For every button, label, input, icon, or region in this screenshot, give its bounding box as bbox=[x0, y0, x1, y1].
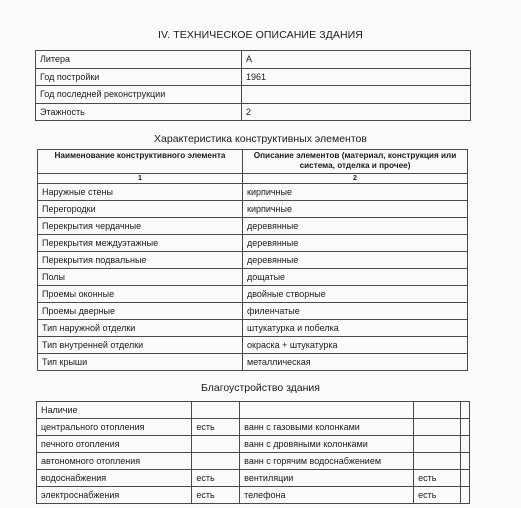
table-row bbox=[38, 218, 468, 235]
element-desc: штукатурка и побелка bbox=[243, 320, 468, 337]
amenity-status bbox=[192, 436, 240, 453]
amenity-name: ванн с дровяными колонками bbox=[240, 436, 414, 453]
table-row bbox=[37, 419, 470, 436]
table-row bbox=[38, 354, 468, 371]
column-number: 2 bbox=[243, 174, 468, 184]
empty-cell bbox=[414, 402, 461, 419]
amenity-name: ванн с горячим водоснабжением bbox=[240, 453, 414, 470]
amenity-status bbox=[414, 453, 461, 470]
empty-cell bbox=[461, 453, 470, 470]
table-row bbox=[38, 235, 468, 252]
element-name: Проемы оконные bbox=[38, 286, 243, 303]
column-number: 1 bbox=[38, 174, 243, 184]
column-header: Описание элементов (материал, конструкция или система, отделка и прочее) bbox=[243, 150, 468, 174]
table-header-row bbox=[37, 402, 470, 419]
amenity-status bbox=[414, 436, 461, 453]
field-label: Этажность bbox=[36, 103, 242, 121]
field-value: 1961 bbox=[242, 68, 471, 86]
table-row bbox=[38, 201, 468, 218]
table-row bbox=[38, 303, 468, 320]
field-value: 2 bbox=[242, 103, 471, 121]
field-label: Литера bbox=[36, 51, 242, 69]
table-row bbox=[37, 487, 470, 504]
amenity-status: есть bbox=[192, 487, 240, 504]
amenity-name: печного отопления bbox=[37, 436, 192, 453]
amenity-status: есть bbox=[192, 419, 240, 436]
element-name: Перегородки bbox=[38, 201, 243, 218]
element-name: Перекрытия междуэтажные bbox=[38, 235, 243, 252]
table-row bbox=[38, 252, 468, 269]
empty-cell bbox=[461, 487, 470, 504]
field-label: Год последней реконструкции bbox=[36, 86, 242, 104]
amenity-status: есть bbox=[414, 470, 461, 487]
amenities-table bbox=[36, 401, 470, 504]
empty-cell bbox=[192, 402, 240, 419]
table-header-row bbox=[38, 150, 468, 174]
amenities-heading: Благоустройство здания bbox=[201, 382, 320, 394]
amenity-name: телефона bbox=[240, 487, 414, 504]
element-name: Перекрытия чердачные bbox=[38, 218, 243, 235]
amenity-name: центрального отопления bbox=[37, 419, 192, 436]
table-row bbox=[36, 103, 471, 121]
amenity-name: ванн с газовыми колонками bbox=[240, 419, 414, 436]
table-row bbox=[36, 68, 471, 86]
amenity-status: есть bbox=[414, 487, 461, 504]
element-name: Тип крыши bbox=[38, 354, 243, 371]
element-desc: деревянные bbox=[243, 252, 468, 269]
table-row bbox=[38, 320, 468, 337]
amenity-status bbox=[414, 419, 461, 436]
element-name: Тип внутренней отделки bbox=[38, 337, 243, 354]
amenity-name: электроснабжения bbox=[37, 487, 192, 504]
field-value bbox=[242, 86, 471, 104]
amenity-name: автономного отопления bbox=[37, 453, 192, 470]
table-row bbox=[37, 470, 470, 487]
element-name: Тип наружной отделки bbox=[38, 320, 243, 337]
element-desc: деревянные bbox=[243, 218, 468, 235]
element-desc: окраска + штукатурка bbox=[243, 337, 468, 354]
empty-cell bbox=[240, 402, 414, 419]
element-name: Перекрытия подвальные bbox=[38, 252, 243, 269]
table-row bbox=[37, 436, 470, 453]
amenity-name: вентиляции bbox=[240, 470, 414, 487]
amenity-status: есть bbox=[192, 470, 240, 487]
element-desc: кирпичные bbox=[243, 201, 468, 218]
table-row bbox=[36, 86, 471, 104]
table-row bbox=[38, 184, 468, 201]
table-row bbox=[36, 51, 471, 69]
column-number-row bbox=[38, 174, 468, 184]
general-info-table bbox=[35, 50, 471, 121]
element-desc: кирпичные bbox=[243, 184, 468, 201]
element-desc: дощатые bbox=[243, 269, 468, 286]
page-title: IV. ТЕХНИЧЕСКОЕ ОПИСАНИЕ ЗДАНИЯ bbox=[158, 29, 363, 41]
element-desc: металлическая bbox=[243, 354, 468, 371]
structural-heading: Характеристика конструктивных элементов bbox=[154, 133, 367, 145]
element-name: Полы bbox=[38, 269, 243, 286]
column-header: Наименование конструктивного элемента bbox=[38, 150, 243, 174]
field-value: А bbox=[242, 51, 471, 69]
field-label: Год постройки bbox=[36, 68, 242, 86]
element-name: Проемы дверные bbox=[38, 303, 243, 320]
table-row bbox=[38, 337, 468, 354]
element-desc: филенчатые bbox=[243, 303, 468, 320]
amenities-header: Наличие bbox=[37, 402, 192, 419]
empty-cell bbox=[461, 470, 470, 487]
empty-cell bbox=[461, 419, 470, 436]
element-desc: двойные створные bbox=[243, 286, 468, 303]
table-row bbox=[38, 286, 468, 303]
element-desc: деревянные bbox=[243, 235, 468, 252]
amenity-status bbox=[192, 453, 240, 470]
element-name: Наружные стены bbox=[38, 184, 243, 201]
empty-cell bbox=[461, 402, 470, 419]
table-row bbox=[38, 269, 468, 286]
amenity-name: водоснабжения bbox=[37, 470, 192, 487]
structural-table bbox=[37, 149, 468, 371]
table-row bbox=[37, 453, 470, 470]
empty-cell bbox=[461, 436, 470, 453]
